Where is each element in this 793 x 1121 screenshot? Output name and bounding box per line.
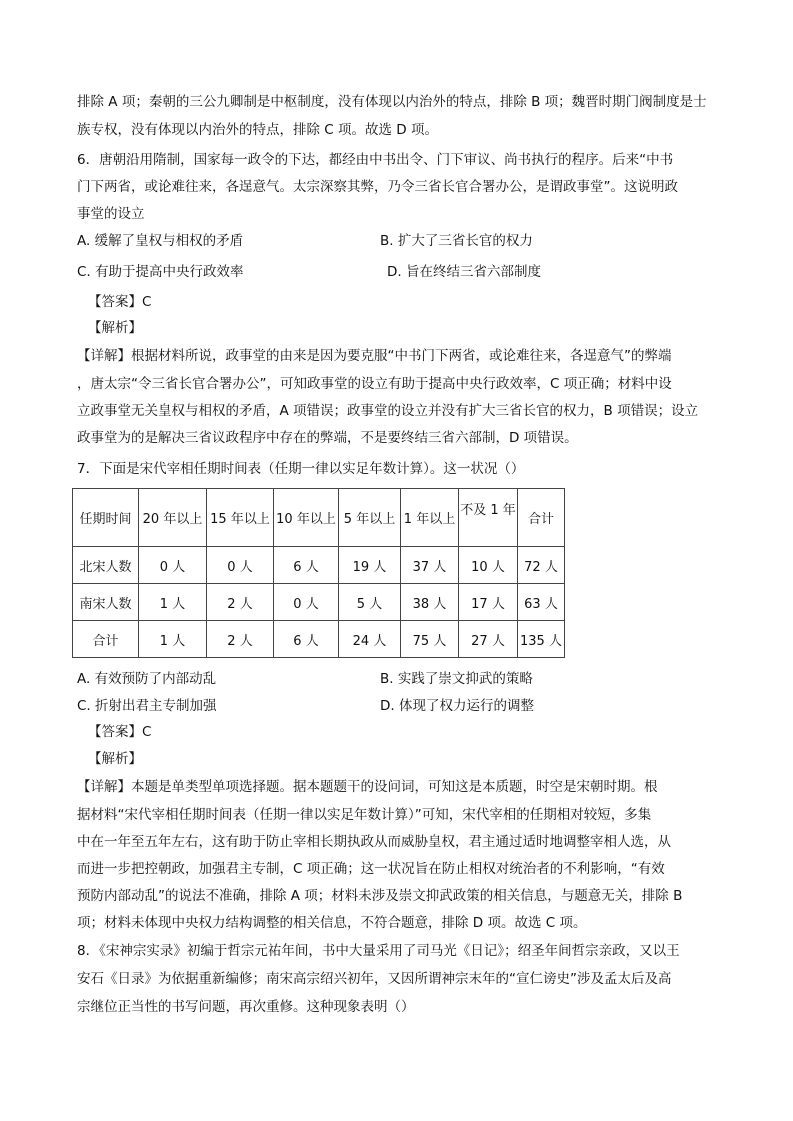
q6-stem-line-3: 事堂的设立 (77, 206, 145, 222)
table-header-cell: 20 年以上 (139, 489, 207, 547)
prev-analysis-line-2: 族专权，没有体现以内治外的特点，排除 C 项。故选 D 项。 (77, 122, 438, 138)
table-cell: 24 人 (339, 621, 401, 658)
q6-stem-line-2: 门下两省，或论难往来，各逞意气。太宗深察其弊，乃令三省长官合署办公，是谓政事堂”。这说明政 (77, 179, 678, 195)
q7-option-b: B. 实践了崇文抑武的策略 (380, 671, 533, 687)
q7-answer: 【答案】C (88, 724, 152, 740)
q8-stem-line-2: 安石《日录》为依据重新编修；南宋高宗绍兴初年，又因所谓神宗末年的“宣仁谤史”涉及孟太后及高 (77, 971, 672, 987)
table-header-cell: 15 年以上 (207, 489, 274, 547)
q6-option-a: A. 缓解了皇权与相权的矛盾 (77, 233, 244, 249)
table-header-cell: 10 年以上 (274, 489, 339, 547)
q7-detail-line-1: 【详解】本题是单类型单项选择题。据本题题干的设问词，可知这是本质题，时空是宋朝时期。根 (77, 779, 658, 795)
table-cell: 38 人 (401, 584, 459, 621)
table-cell: 1 人 (139, 621, 207, 658)
q8-stem-line-3: 宗继位正当性的书写问题，再次重修。这种现象表明（） (77, 999, 415, 1015)
q6-option-c: C. 有助于提高中央行政效率 (77, 264, 244, 280)
q6-answer: 【答案】C (88, 294, 152, 310)
table-header-cell: 5 年以上 (339, 489, 401, 547)
table-header-row (73, 489, 565, 547)
table-cell: 63 人 (518, 584, 565, 621)
table-cell: 27 人 (459, 621, 518, 658)
q7-option-c: C. 折射出君主专制加强 (77, 698, 217, 714)
table-header-cell: 合计 (518, 489, 565, 547)
q6-detail-line-4: 政事堂为的是解决三省议政程序中存在的弊端，不是要终结三省六部制，D 项错误。 (77, 430, 578, 446)
q7-detail-line-6: 项；材料未体现中央权力结构调整的相关信息，不符合题意，排除 D 项。故选 C 项。 (77, 915, 587, 931)
q7-stem: 7．下面是宋代宰相任期时间表（任期一律以实足年数计算）。这一状况（） (77, 461, 525, 477)
q6-detail-line-1: 【详解】根据材料所说，政事堂的由来是因为要克服“中书门下两省，或论难往来，各逞意气”的弊端 (77, 348, 672, 364)
table-cell: 0 人 (139, 547, 207, 584)
table-header-cell: 不及 1 年 (459, 489, 518, 547)
table-cell: 75 人 (401, 621, 459, 658)
q7-detail-line-4: 而进一步把控朝政，加强君主专制，C 项正确；这一状况旨在防止相权对统治者的不利影响，“有效 (77, 861, 665, 877)
q8-stem-line-1: 8．《宋神宗实录》初编于哲宗元祐年间，书中大量采用了司马光《日记》；绍圣年间哲宗亲政，又以王 (77, 943, 680, 959)
table-cell: 19 人 (339, 547, 401, 584)
table-cell: 南宋人数 (73, 584, 139, 621)
q6-option-d: D. 旨在终结三省六部制度 (387, 264, 541, 280)
tenure-table (72, 488, 565, 658)
table-cell: 北宋人数 (73, 547, 139, 584)
table-cell: 10 人 (459, 547, 518, 584)
q6-analysis-label: 【解析】 (88, 320, 142, 336)
table-cell: 合计 (73, 621, 139, 658)
table-cell: 6 人 (274, 621, 339, 658)
table-row (73, 621, 565, 658)
prev-analysis-line-1: 排除 A 项；秦朝的三公九卿制是中枢制度，没有体现以内治外的特点，排除 B 项；魏晋时期门阀制度是士 (77, 94, 707, 110)
table-row (73, 584, 565, 621)
table-header-cell: 任期时间 (73, 489, 139, 547)
q7-analysis-label: 【解析】 (88, 751, 142, 767)
q7-detail-line-5: 预防内部动乱”的说法不准确，排除 A 项；材料未涉及崇文抑武政策的相关信息，与题意无关，排除 B (77, 888, 683, 904)
table-cell: 0 人 (274, 584, 339, 621)
q7-option-a: A. 有效预防了内部动乱 (77, 671, 217, 687)
table-cell: 2 人 (207, 621, 274, 658)
table-cell: 0 人 (207, 547, 274, 584)
table-cell: 5 人 (339, 584, 401, 621)
q6-detail-line-3: 立政事堂无关皇权与相权的矛盾，A 项错误；政事堂的设立并没有扩大三省长官的权力，B 项错误；设立 (77, 403, 699, 419)
q7-detail-line-2: 据材料“宋代宰相任期时间表（任期一律以实足年数计算）”可知，宋代宰相的任期相对较短，多集 (77, 807, 652, 823)
q6-detail-line-2: ，唐太宗“令三省长官合署办公”，可知政事堂的设立有助于提高中央行政效率，C 项正确；材料中设 (77, 376, 672, 392)
table-cell: 1 人 (139, 584, 207, 621)
q6-option-b: B. 扩大了三省长官的权力 (380, 233, 533, 249)
table-cell: 17 人 (459, 584, 518, 621)
table-cell: 37 人 (401, 547, 459, 584)
q6-stem-line-1: 6．唐朝沿用隋制，国家每一政令的下达，都经由中书出令、门下审议、尚书执行的程序。后来“中书 (77, 152, 674, 168)
q7-option-d: D. 体现了权力运行的调整 (380, 698, 534, 714)
table-cell: 72 人 (518, 547, 565, 584)
table-cell: 135 人 (518, 621, 565, 658)
table-cell: 2 人 (207, 584, 274, 621)
table-row (73, 547, 565, 584)
q7-detail-line-3: 中在一年至五年左右，这有助于防止宰相长期执政从而威胁皇权，君主通过适时地调整宰相人选，从 (77, 834, 671, 850)
table-cell: 6 人 (274, 547, 339, 584)
table-header-cell: 1 年以上 (401, 489, 459, 547)
